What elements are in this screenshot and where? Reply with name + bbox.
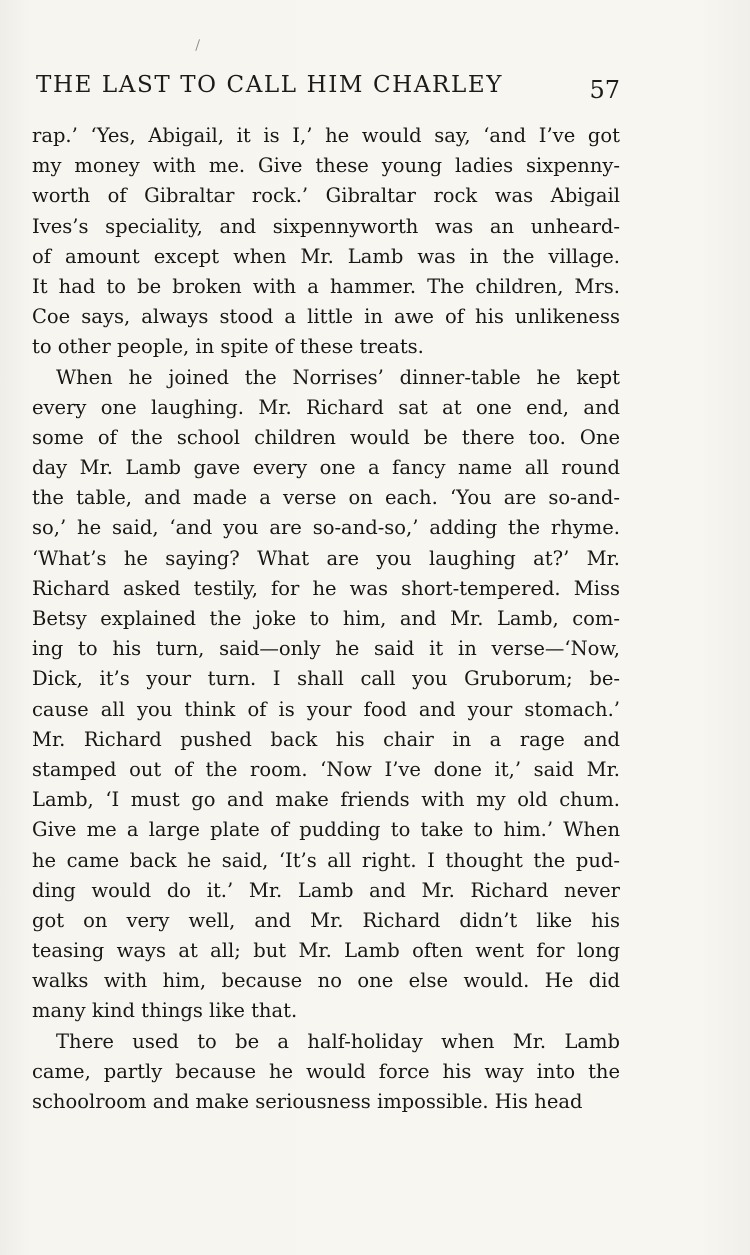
text-line: Give me a large plate of pudding to take to him.’ When bbox=[32, 818, 620, 842]
text-line: Lamb, ‘I must go and make friends with my old chum. bbox=[32, 788, 620, 812]
text-line: the table, and made a verse on each. ‘You are so-and- bbox=[32, 486, 620, 510]
text-line: rap.’ ‘Yes, Abigail, it is I,’ he would say, ‘and I’ve got bbox=[32, 124, 620, 147]
text-line: schoolroom and make seriousness impossible. His head bbox=[32, 1090, 583, 1113]
text-line: When he joined the Norrises’ dinner-table he kept bbox=[56, 365, 620, 389]
text-line: came, partly because he would force his way into the bbox=[32, 1059, 620, 1083]
text-line: Richard asked testily, for he was short-tempered. Miss bbox=[32, 576, 620, 600]
text-line: ‘What’s he saying? What are you laughing at?’ Mr. bbox=[32, 546, 620, 570]
printing-mark bbox=[195, 39, 205, 53]
text-line: Ives’s speciality, and sixpennyworth was an unheard- bbox=[32, 214, 620, 238]
text-line: ding would do it.’ Mr. Lamb and Mr. Richard never bbox=[32, 878, 620, 902]
text-line: stamped out of the room. ‘Now I’ve done it,’ said Mr. bbox=[32, 757, 620, 781]
text-line: There used to be a half-holiday when Mr. Lamb bbox=[56, 1029, 620, 1053]
page-number: 57 bbox=[589, 76, 620, 104]
paragraph bbox=[32, 1027, 620, 1118]
paragraph bbox=[32, 363, 620, 1027]
body-text bbox=[32, 121, 620, 1117]
text-line: to other people, in spite of these treats. bbox=[32, 335, 424, 359]
text-line: Dick, it’s your turn. I shall call you Gruborum; be- bbox=[32, 667, 620, 691]
text-line: many kind things like that. bbox=[32, 999, 298, 1023]
text-line: teasing ways at all; but Mr. Lamb often went for long bbox=[32, 939, 620, 963]
text-line: every one laughing. Mr. Richard sat at one end, and bbox=[32, 395, 620, 419]
text-line: It had to be broken with a hammer. The children, Mrs. bbox=[32, 274, 620, 298]
text-line: ing to his turn, said—only he said it in verse—‘Now, bbox=[32, 637, 620, 661]
text-line: of amount except when Mr. Lamb was in the village. bbox=[32, 244, 620, 268]
text-line: Mr. Richard pushed back his chair in a rage and bbox=[32, 727, 620, 751]
text-line: walks with him, because no one else would. He did bbox=[32, 969, 620, 993]
text-line: my money with me. Give these young ladies sixpenny- bbox=[32, 154, 620, 178]
text-line: day Mr. Lamb gave every one a fancy name all round bbox=[32, 456, 620, 480]
text-line: he came back he said, ‘It’s all right. I thought the pud- bbox=[32, 848, 620, 872]
text-line: so,’ he said, ‘and you are so-and-so,’ adding the rhyme. bbox=[32, 516, 620, 540]
text-line: Betsy explained the joke to him, and Mr. Lamb, com- bbox=[32, 607, 620, 630]
text-line: some of the school children would be there too. One bbox=[32, 425, 620, 449]
paragraph bbox=[32, 121, 620, 363]
running-head bbox=[36, 70, 620, 106]
text-line: worth of Gibraltar rock.’ Gibraltar rock was Abigail bbox=[32, 184, 620, 208]
running-title: THE LAST TO CALL HIM CHARLEY bbox=[36, 72, 503, 98]
text-line: Coe says, always stood a little in awe of his unlikeness bbox=[32, 305, 620, 329]
text-line: cause all you think of is your food and your stomach.’ bbox=[32, 697, 620, 721]
text-line: got on very well, and Mr. Richard didn’t like his bbox=[32, 908, 620, 932]
